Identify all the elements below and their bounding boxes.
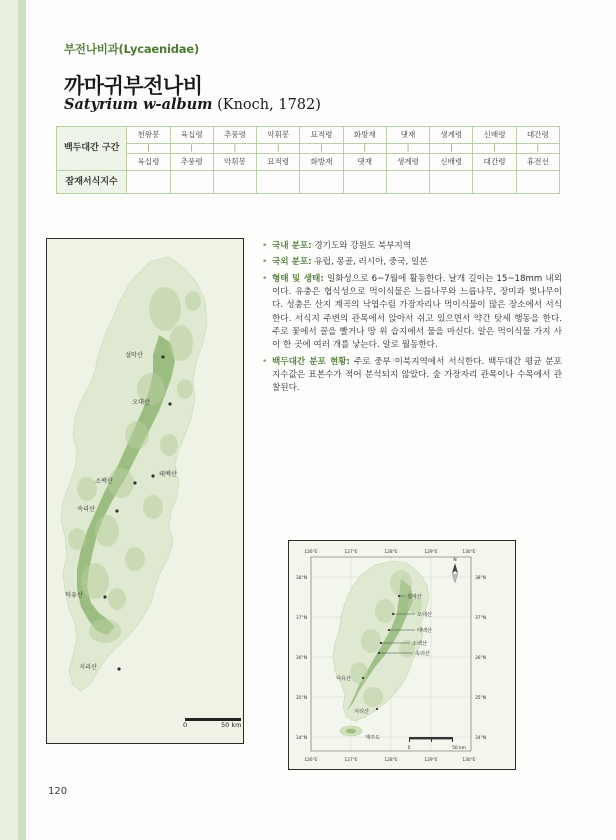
label-jejudo-inset: 제주도: [365, 735, 381, 741]
bullet-label-1: 국외 분포:: [272, 257, 312, 268]
scientific-name-italic: Satyrium w-album: [64, 96, 213, 113]
score-cell-4: [300, 171, 343, 194]
label-deogyusan-large: 덕유산: [65, 592, 83, 599]
grid-left-1: 37°N: [295, 616, 307, 621]
segment-top-1: 육십령: [170, 127, 213, 144]
grid-top-4: 130°E: [462, 550, 476, 555]
grid-right-1: 37°N: [475, 616, 487, 621]
grid-right-3: 35°N: [475, 696, 487, 701]
grid-bottom-1: 127°E: [344, 758, 358, 763]
segment-connector-5: |: [343, 144, 386, 154]
score-cell-0: [127, 171, 170, 194]
grid-left-0: 38°N: [295, 576, 307, 581]
table-row-top-names: [57, 127, 560, 144]
page-number: 120: [48, 786, 68, 797]
segment-connector-6: |: [386, 144, 429, 154]
label-seoraksan-large: 설악산: [125, 352, 143, 359]
label-songnisan-large: 속리산: [77, 506, 95, 513]
label-jirisan-large: 지리산: [79, 664, 97, 671]
score-cell-5: [343, 171, 386, 194]
compass-north-label: N: [453, 558, 457, 563]
segment-bottom-8: 대간령: [473, 154, 516, 171]
left-band-stripe: [18, 0, 26, 840]
bullet-text-0: 경기도와 강원도 북부지역: [311, 241, 412, 251]
score-cell-3: [257, 171, 300, 194]
segment-bottom-4: 화방재: [300, 154, 343, 171]
grid-left-3: 35°N: [295, 696, 307, 701]
label-songnisan-inset: 속리산: [415, 651, 431, 657]
grid-bottom-3: 129°E: [424, 758, 438, 763]
grid-top-1: 127°E: [344, 550, 358, 555]
segment-top-4: 묘적령: [300, 127, 343, 144]
species-scientific-name: [64, 96, 321, 113]
score-cell-6: [386, 171, 429, 194]
table-row-potential-index: [57, 171, 560, 194]
segment-connector-8: |: [473, 144, 516, 154]
species-description: [262, 240, 562, 398]
segment-top-7: 생계령: [430, 127, 473, 144]
distribution-map-inset: [288, 540, 516, 770]
segment-top-8: 신배령: [473, 127, 516, 144]
grid-bottom-2: 128°E: [384, 758, 398, 763]
grid-bottom-0: 126°E: [304, 758, 318, 763]
score-cell-7: [430, 171, 473, 194]
label-deogyusan-inset: 덕유산: [335, 676, 351, 682]
label-seoraksan-inset: 설악산: [407, 594, 423, 600]
grid-right-0: 38°N: [475, 576, 487, 581]
bullet-baekdudaegan-status: [262, 356, 562, 396]
segment-bottom-7: 신배령: [430, 154, 473, 171]
bullet-text-2: 일화성으로 6~7월에 활동한다. 날개 길이는 15~18mm 내외이다. 유충은 협식성으로 먹이식물은 느릅나무와 느릅나무, 장미과 벚나무이다. 성충은 산지 계곡의 낙엽수림 가장자리나 먹이식물이 많은 장소에서 서식한다. 서식지 주변의 관목에서 앉아서 쉬고 있으면서 약간 탓세 행동을 한다. 주로 꽃에서 꿀을 빨거나 땅 위 습지에서 물을 마신다. 알은 먹이식물 가지 사이 한 곳에 여러 개를 낳는다. 알로 월동한다.: [272, 273, 562, 351]
korea-map-svg-large: [47, 239, 243, 743]
distribution-map-large: [46, 238, 244, 744]
segment-connector-7: |: [430, 144, 473, 154]
scale-label-left-inset: 0: [407, 746, 411, 751]
label-jirisan-inset: 지리산: [353, 709, 369, 715]
grid-bottom-4: 130°E: [462, 758, 476, 763]
segment-bottom-6: 생계령: [386, 154, 429, 171]
segment-bottom-1: 추풍령: [170, 154, 213, 171]
species-korean-name: 까마귀부전나비: [64, 74, 203, 98]
grid-left-4: 34°N: [295, 736, 307, 741]
bullet-label-0: 국내 분포:: [272, 241, 312, 251]
segment-connector-2: |: [213, 144, 256, 154]
segment-bottom-9: 휴전선: [516, 154, 559, 171]
segment-connector-1: |: [170, 144, 213, 154]
grid-top-2: 128°E: [384, 550, 398, 555]
bullet-morphology-ecology: [262, 273, 562, 353]
baekdudaegan-section-table: [56, 126, 560, 194]
scale-label-right-inset: 50 km: [452, 746, 466, 751]
grid-left-2: 36°N: [295, 656, 307, 661]
scale-bar-large: [185, 712, 245, 732]
segment-connector-4: |: [300, 144, 343, 154]
row-label-potential-index: 잠재서식지수: [57, 171, 127, 194]
segment-top-9: 대간령: [516, 127, 559, 144]
segment-bottom-3: 묘적령: [257, 154, 300, 171]
grid-top-0: 126°E: [304, 550, 318, 555]
label-odaesan-inset: 오대산: [417, 612, 433, 618]
label-taebaeksan-large: 태백산: [159, 471, 177, 478]
bullet-domestic-distribution: [262, 240, 562, 253]
score-cell-1: [170, 171, 213, 194]
korea-map-svg-inset: [289, 541, 515, 769]
grid-top-3: 129°E: [424, 550, 438, 555]
table-row-connectors: [57, 144, 560, 154]
segment-bottom-2: 악휘봉: [213, 154, 256, 171]
label-taebaeksan-inset: 태백산: [417, 628, 433, 634]
label-odaesan-large: 오대산: [132, 399, 150, 406]
segment-top-6: 댓재: [386, 127, 429, 144]
scale-label-right-large: 50 km: [221, 721, 242, 729]
score-cell-8: [473, 171, 516, 194]
segment-connector-9: |: [516, 144, 559, 154]
bullet-text-3: 주로 중부 이북지역에서 서식한다. 백두대간 평균 분포 지수값은 표본수가 적어 분석되지 않았다. 숲 가장자리 관목이나 수목에서 관찰된다.: [272, 356, 562, 394]
segment-bottom-0: 육십령: [127, 154, 170, 171]
label-sobaeksan-inset: 소백산: [412, 641, 428, 647]
grid-right-4: 34°N: [475, 736, 487, 741]
scientific-name-author: (Knoch, 1782): [212, 97, 321, 113]
bullet-text-1: 유럽, 몽골, 러시아, 중국, 일본: [311, 257, 428, 268]
scale-label-left-large: 0: [183, 721, 188, 729]
segment-connector-3: |: [257, 144, 300, 154]
segment-top-3: 악휘봉: [257, 127, 300, 144]
score-cell-2: [213, 171, 256, 194]
inset-jeju-highlight: [346, 729, 356, 734]
left-decorative-band: [0, 0, 26, 840]
segment-top-0: 천왕봉: [127, 127, 170, 144]
bullet-label-2: 형태 및 생태:: [272, 273, 324, 284]
row-label-sections: 백두대간 구간: [57, 127, 127, 171]
segment-top-2: 추풍령: [213, 127, 256, 144]
segment-top-5: 화방재: [343, 127, 386, 144]
bullet-label-3: 백두대간 분포 현황:: [272, 356, 350, 367]
score-cell-9: [516, 171, 559, 194]
segment-bottom-5: 댓재: [343, 154, 386, 171]
table-row-bottom-names: [57, 154, 560, 171]
segment-connector-0: |: [127, 144, 170, 154]
grid-right-2: 36°N: [475, 656, 487, 661]
bullet-foreign-distribution: [262, 256, 562, 269]
family-name: 부전나비과(Lycaenidae): [64, 42, 199, 56]
label-sobaeksan-large: 소백산: [95, 478, 113, 485]
